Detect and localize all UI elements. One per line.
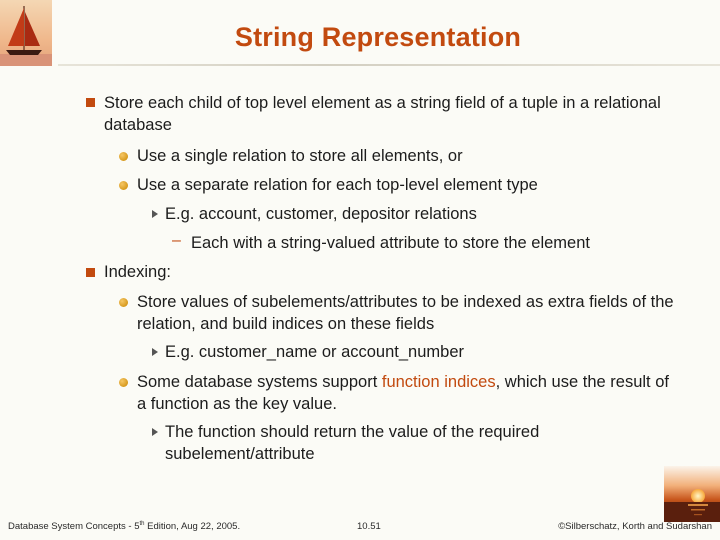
bullet-item [191,233,691,255]
footer-source [8,521,240,532]
sunset-image [664,466,720,522]
triangle-bullet-icon [152,428,158,436]
footer-source-suffix: Edition, Aug 22, 2005. [144,521,241,533]
slide-title: String Representation [234,22,522,52]
highlighted-term: function indices [381,373,496,391]
dash-bullet-icon: – [172,232,181,249]
bullet-item [137,372,677,415]
bullet-item [104,262,664,284]
bullet-text: Store values of subelements/attributes to be indexed as extra fields of the relation, and build indices on these fields [137,293,674,333]
bullet-text: Each with a string-valued attribute to store the element [191,234,590,252]
bullet-item [137,292,685,335]
round-bullet-icon [119,298,128,307]
bullet-item [165,204,685,226]
bullet-text-after: , which use the result of a function as the key value. [137,373,669,413]
bullet-text: Use a single relation to store all elements, or [137,147,463,165]
bullet-text-before: Some database systems support [137,373,382,391]
bullet-item [104,93,664,136]
page-number: 10.51 [357,521,381,532]
bullet-text: The function should return the value of the required subelement/attribute [165,423,540,463]
bullet-text: Use a separate relation for each top-level element type [137,176,538,194]
triangle-bullet-icon [152,348,158,356]
bullet-item [137,175,677,197]
bullet-text: Store each child of top level element as a string field of a tuple in a relational database [104,94,661,134]
bullet-text [137,372,677,415]
square-bullet-icon [86,98,95,107]
bullet-item [165,342,685,364]
round-bullet-icon [119,152,128,161]
title-divider [58,64,720,66]
bullet-item [165,422,605,465]
footer-copyright: ©Silberschatz, Korth and Sudarshan [558,521,712,532]
footer-source-prefix: Database System Concepts - 5 [8,521,140,533]
round-bullet-icon [119,378,128,387]
round-bullet-icon [119,181,128,190]
bullet-item [137,146,677,168]
footer-source-sup: th [139,521,145,527]
bullet-text: E.g. customer_name or account_number [165,343,464,361]
square-bullet-icon [86,268,95,277]
bullet-text: Indexing: [104,263,171,281]
triangle-bullet-icon [152,210,158,218]
bullet-text: E.g. account, customer, depositor relations [165,205,477,223]
